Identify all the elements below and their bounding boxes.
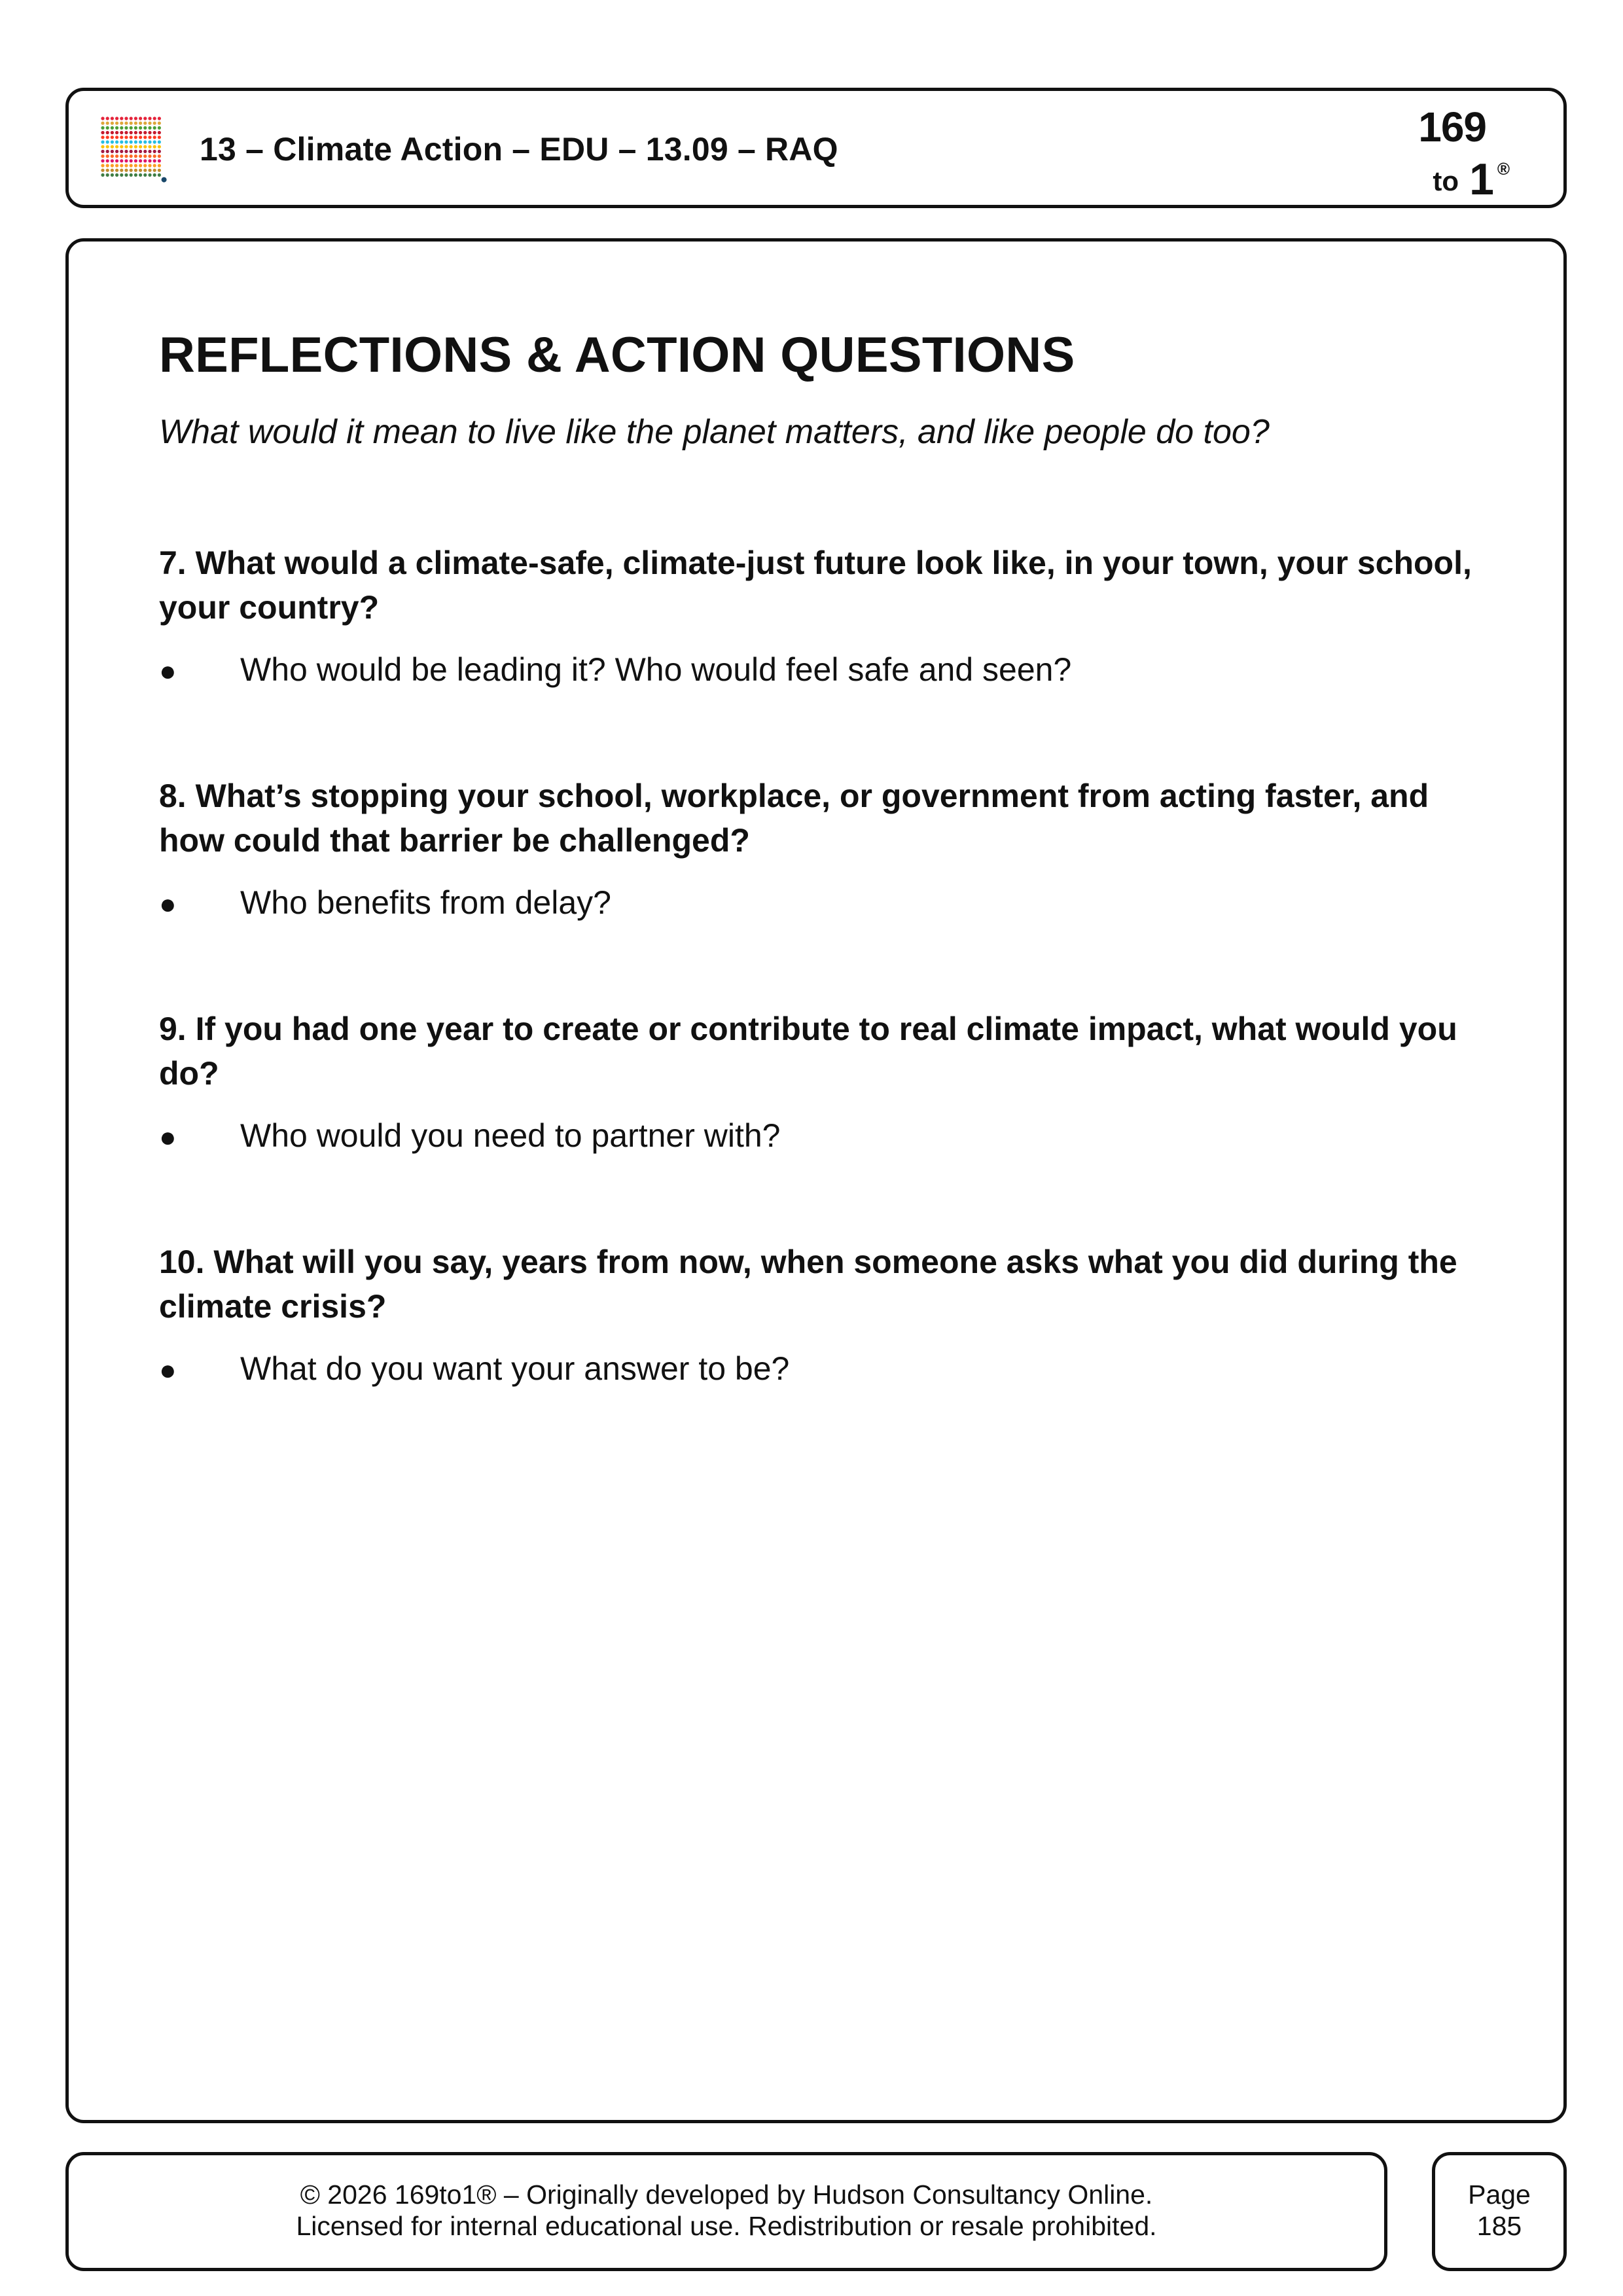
logo-dot bbox=[115, 173, 118, 177]
logo-dot bbox=[124, 145, 128, 149]
logo-dot bbox=[115, 117, 118, 120]
list-item bbox=[159, 1117, 1488, 1155]
logo-dot bbox=[101, 135, 104, 139]
logo-dot bbox=[120, 145, 123, 149]
question-block-9 bbox=[159, 1007, 1488, 1155]
logo-dot bbox=[134, 117, 137, 120]
logo-dot bbox=[130, 117, 133, 120]
logo-dot bbox=[120, 173, 123, 177]
logo-dot bbox=[143, 173, 147, 177]
question-text: 9. If you had one year to create or contribute to real climate impact, what would you do? bbox=[159, 1011, 1457, 1092]
logo-dot bbox=[106, 154, 109, 158]
logo-dot bbox=[111, 169, 114, 172]
logo-dot bbox=[134, 169, 137, 172]
logo-dot bbox=[106, 117, 109, 120]
logo-dot bbox=[134, 131, 137, 134]
logo-dot bbox=[111, 154, 114, 158]
logo-dot bbox=[134, 154, 137, 158]
brand-logo bbox=[1393, 98, 1511, 202]
logo-dot bbox=[130, 140, 133, 143]
logo-dot bbox=[106, 150, 109, 153]
logo-dot bbox=[111, 150, 114, 153]
logo-dot bbox=[101, 145, 104, 149]
logo-dot bbox=[124, 169, 128, 172]
logo-dot bbox=[148, 173, 151, 177]
logo-dot bbox=[120, 150, 123, 153]
logo-dot bbox=[115, 131, 118, 134]
logo-dot bbox=[130, 135, 133, 139]
logo-dot bbox=[120, 122, 123, 125]
list-item bbox=[159, 884, 1488, 922]
question-text: 8. What’s stopping your school, workplace, or government from acting faster, and how could that barrier be challenged? bbox=[159, 778, 1429, 859]
brand-to-text: to bbox=[1433, 166, 1459, 196]
page-label: Page bbox=[1468, 2179, 1531, 2210]
logo-dot bbox=[139, 122, 142, 125]
logo-dot bbox=[124, 150, 128, 153]
license-line: Licensed for internal educational use. Redistribution or resale prohibited. bbox=[296, 2211, 1157, 2241]
brand-one-text: 1 bbox=[1469, 154, 1494, 204]
logo-dot bbox=[148, 126, 151, 130]
copyright-line: © 2026 169to1® – Originally developed by Hudson Consultancy Online. bbox=[300, 2179, 1153, 2210]
logo-dot bbox=[115, 150, 118, 153]
logo-dot bbox=[106, 135, 109, 139]
registered-mark: ® bbox=[1497, 159, 1510, 179]
document-header bbox=[65, 88, 1567, 208]
logo-dot bbox=[130, 154, 133, 158]
logo-dot bbox=[139, 164, 142, 167]
logo-dot bbox=[139, 159, 142, 162]
logo-dot bbox=[120, 140, 123, 143]
logo-dot bbox=[120, 164, 123, 167]
logo-dot bbox=[148, 164, 151, 167]
bullet-text: Who would you need to partner with? bbox=[240, 1117, 781, 1154]
logo-dot bbox=[158, 140, 161, 143]
bullet-text: What do you want your answer to be? bbox=[240, 1350, 790, 1387]
logo-dot bbox=[130, 126, 133, 130]
logo-dot bbox=[115, 154, 118, 158]
logo-dot bbox=[153, 169, 156, 172]
logo-dot bbox=[101, 154, 104, 158]
logo-dot bbox=[143, 131, 147, 134]
logo-dot bbox=[111, 145, 114, 149]
list-item bbox=[159, 1350, 1488, 1388]
logo-dot bbox=[139, 150, 142, 153]
logo-dot bbox=[130, 169, 133, 172]
question-text: 10. What will you say, years from now, when someone asks what you did during the climate crisis? bbox=[159, 1244, 1457, 1325]
logo-dot bbox=[139, 135, 142, 139]
logo-dot bbox=[130, 150, 133, 153]
logo-dot bbox=[124, 159, 128, 162]
bullet-icon: ● bbox=[159, 655, 177, 687]
logo-dot bbox=[106, 122, 109, 125]
logo-dot bbox=[153, 159, 156, 162]
logo-dot bbox=[111, 159, 114, 162]
logo-dot bbox=[134, 164, 137, 167]
logo-dot bbox=[148, 117, 151, 120]
logo-dot bbox=[139, 154, 142, 158]
logo-dot bbox=[101, 126, 104, 130]
logo-dot bbox=[115, 126, 118, 130]
logo-dot bbox=[115, 135, 118, 139]
logo-dot bbox=[139, 126, 142, 130]
logo-dot bbox=[106, 164, 109, 167]
logo-dot bbox=[111, 117, 114, 120]
question-block-7 bbox=[159, 541, 1488, 689]
logo-dot bbox=[158, 131, 161, 134]
logo-dot bbox=[153, 173, 156, 177]
logo-dot bbox=[139, 145, 142, 149]
footer-text bbox=[69, 2179, 1384, 2242]
logo-dot bbox=[111, 173, 114, 177]
bullet-text: Who would be leading it? Who would feel safe and seen? bbox=[240, 651, 1072, 688]
logo-dot bbox=[130, 145, 133, 149]
content-area bbox=[159, 327, 1488, 1388]
logo-dot bbox=[148, 122, 151, 125]
logo-dot bbox=[143, 117, 147, 120]
bullet-icon: ● bbox=[159, 1121, 177, 1153]
logo-dot bbox=[124, 126, 128, 130]
logo-dot bbox=[134, 173, 137, 177]
logo-dot bbox=[101, 122, 104, 125]
logo-dot bbox=[158, 117, 161, 120]
logo-dot bbox=[139, 140, 142, 143]
logo-dot bbox=[111, 131, 114, 134]
logo-dot bbox=[158, 164, 161, 167]
logo-dot bbox=[120, 169, 123, 172]
logo-dot bbox=[153, 122, 156, 125]
logo-dot bbox=[115, 164, 118, 167]
logo-dot bbox=[143, 135, 147, 139]
bullet-icon: ● bbox=[159, 1354, 177, 1386]
logo-dot bbox=[139, 117, 142, 120]
page-title: REFLECTIONS & ACTION QUESTIONS bbox=[159, 327, 1075, 383]
logo-dot bbox=[134, 122, 137, 125]
logo-dot bbox=[101, 169, 104, 172]
logo-dot bbox=[158, 159, 161, 162]
logo-dot bbox=[143, 122, 147, 125]
list-item bbox=[159, 651, 1488, 689]
logo-dot bbox=[115, 169, 118, 172]
logo-dot bbox=[106, 131, 109, 134]
question-block-10 bbox=[159, 1240, 1488, 1388]
logo-dot bbox=[106, 140, 109, 143]
logo-dot bbox=[148, 131, 151, 134]
logo-dot bbox=[153, 154, 156, 158]
page-subtitle: What would it mean to live like the planet matters, and like people do too? bbox=[159, 413, 1270, 451]
logo-dot bbox=[106, 145, 109, 149]
logo-dot bbox=[158, 169, 161, 172]
logo-dot bbox=[148, 135, 151, 139]
logo-dot bbox=[153, 150, 156, 153]
logo-dot bbox=[148, 169, 151, 172]
question-block-8 bbox=[159, 774, 1488, 922]
logo-dot bbox=[124, 135, 128, 139]
logo-dot bbox=[134, 135, 137, 139]
logo-dot bbox=[115, 140, 118, 143]
logo-dot bbox=[143, 154, 147, 158]
logo-dot bbox=[158, 122, 161, 125]
logo-dot bbox=[158, 145, 161, 149]
logo-dot bbox=[139, 173, 142, 177]
logo-dot bbox=[143, 140, 147, 143]
logo-dot bbox=[111, 164, 114, 167]
logo-dot bbox=[153, 145, 156, 149]
logo-dot bbox=[134, 145, 137, 149]
logo-dot bbox=[158, 126, 161, 130]
logo-dot bbox=[148, 145, 151, 149]
logo-dot bbox=[134, 140, 137, 143]
logo-dot bbox=[148, 150, 151, 153]
logo-dot bbox=[158, 154, 161, 158]
logo-dot bbox=[143, 126, 147, 130]
logo-dot bbox=[153, 135, 156, 139]
logo-dot bbox=[106, 173, 109, 177]
logo-dot bbox=[101, 173, 104, 177]
logo-dot bbox=[130, 122, 133, 125]
header-title: 13 – Climate Action – EDU – 13.09 – RAQ bbox=[200, 131, 838, 168]
logo-dot bbox=[111, 135, 114, 139]
logo-dot bbox=[120, 159, 123, 162]
logo-dot bbox=[124, 164, 128, 167]
logo-dot bbox=[148, 140, 151, 143]
logo-dot bbox=[130, 164, 133, 167]
main-content-panel bbox=[65, 238, 1567, 2123]
logo-dot bbox=[111, 140, 114, 143]
logo-dot bbox=[106, 159, 109, 162]
logo-dot bbox=[153, 131, 156, 134]
bullet-text: Who benefits from delay? bbox=[240, 884, 611, 921]
logo-dot bbox=[111, 126, 114, 130]
logo-dot bbox=[134, 150, 137, 153]
logo-dot bbox=[153, 140, 156, 143]
logo-dot bbox=[124, 122, 128, 125]
logo-dot bbox=[153, 117, 156, 120]
logo-dot bbox=[162, 177, 167, 183]
footer-copyright bbox=[65, 2152, 1387, 2271]
logo-dot bbox=[124, 117, 128, 120]
logo-dot bbox=[143, 150, 147, 153]
logo-dot bbox=[130, 173, 133, 177]
logo-dot bbox=[111, 122, 114, 125]
logo-dot bbox=[101, 164, 104, 167]
logo-dot bbox=[148, 159, 151, 162]
bullet-icon: ● bbox=[159, 888, 177, 920]
logo-dot bbox=[139, 131, 142, 134]
logo-dot bbox=[106, 126, 109, 130]
logo-dot bbox=[130, 159, 133, 162]
logo-dot bbox=[120, 117, 123, 120]
logo-dot bbox=[115, 122, 118, 125]
logo-dot bbox=[153, 164, 156, 167]
page-number-value: 185 bbox=[1476, 2211, 1522, 2241]
logo-dot bbox=[148, 154, 151, 158]
page-number-box bbox=[1432, 2152, 1567, 2271]
logo-dot bbox=[130, 131, 133, 134]
logo-dot bbox=[101, 150, 104, 153]
logo-dot bbox=[143, 169, 147, 172]
logo-dot bbox=[153, 126, 156, 130]
logo-dot bbox=[120, 131, 123, 134]
logo-dot bbox=[143, 145, 147, 149]
logo-dot bbox=[143, 164, 147, 167]
logo-dot bbox=[124, 140, 128, 143]
logo-dot bbox=[158, 173, 161, 177]
logo-dot bbox=[134, 159, 137, 162]
logo-dot bbox=[101, 140, 104, 143]
logo-dot bbox=[106, 169, 109, 172]
page-number bbox=[1435, 2179, 1563, 2242]
logo-dot bbox=[134, 126, 137, 130]
brand-169-text: 169 bbox=[1418, 103, 1486, 151]
logo-dot bbox=[139, 169, 142, 172]
question-text: 7. What would a climate-safe, climate-just future look like, in your town, your school, your country? bbox=[159, 545, 1472, 626]
logo-dot bbox=[120, 154, 123, 158]
logo-dot bbox=[120, 135, 123, 139]
logo-dot bbox=[115, 159, 118, 162]
colorful-dot-grid-logo-icon bbox=[99, 115, 171, 187]
logo-dot bbox=[143, 159, 147, 162]
logo-dot bbox=[101, 117, 104, 120]
logo-dot bbox=[124, 173, 128, 177]
logo-dot bbox=[101, 131, 104, 134]
logo-dot bbox=[120, 126, 123, 130]
logo-dot bbox=[158, 150, 161, 153]
logo-dot bbox=[124, 131, 128, 134]
logo-dot bbox=[115, 145, 118, 149]
logo-dot bbox=[101, 159, 104, 162]
logo-dot bbox=[124, 154, 128, 158]
logo-dot bbox=[158, 135, 161, 139]
